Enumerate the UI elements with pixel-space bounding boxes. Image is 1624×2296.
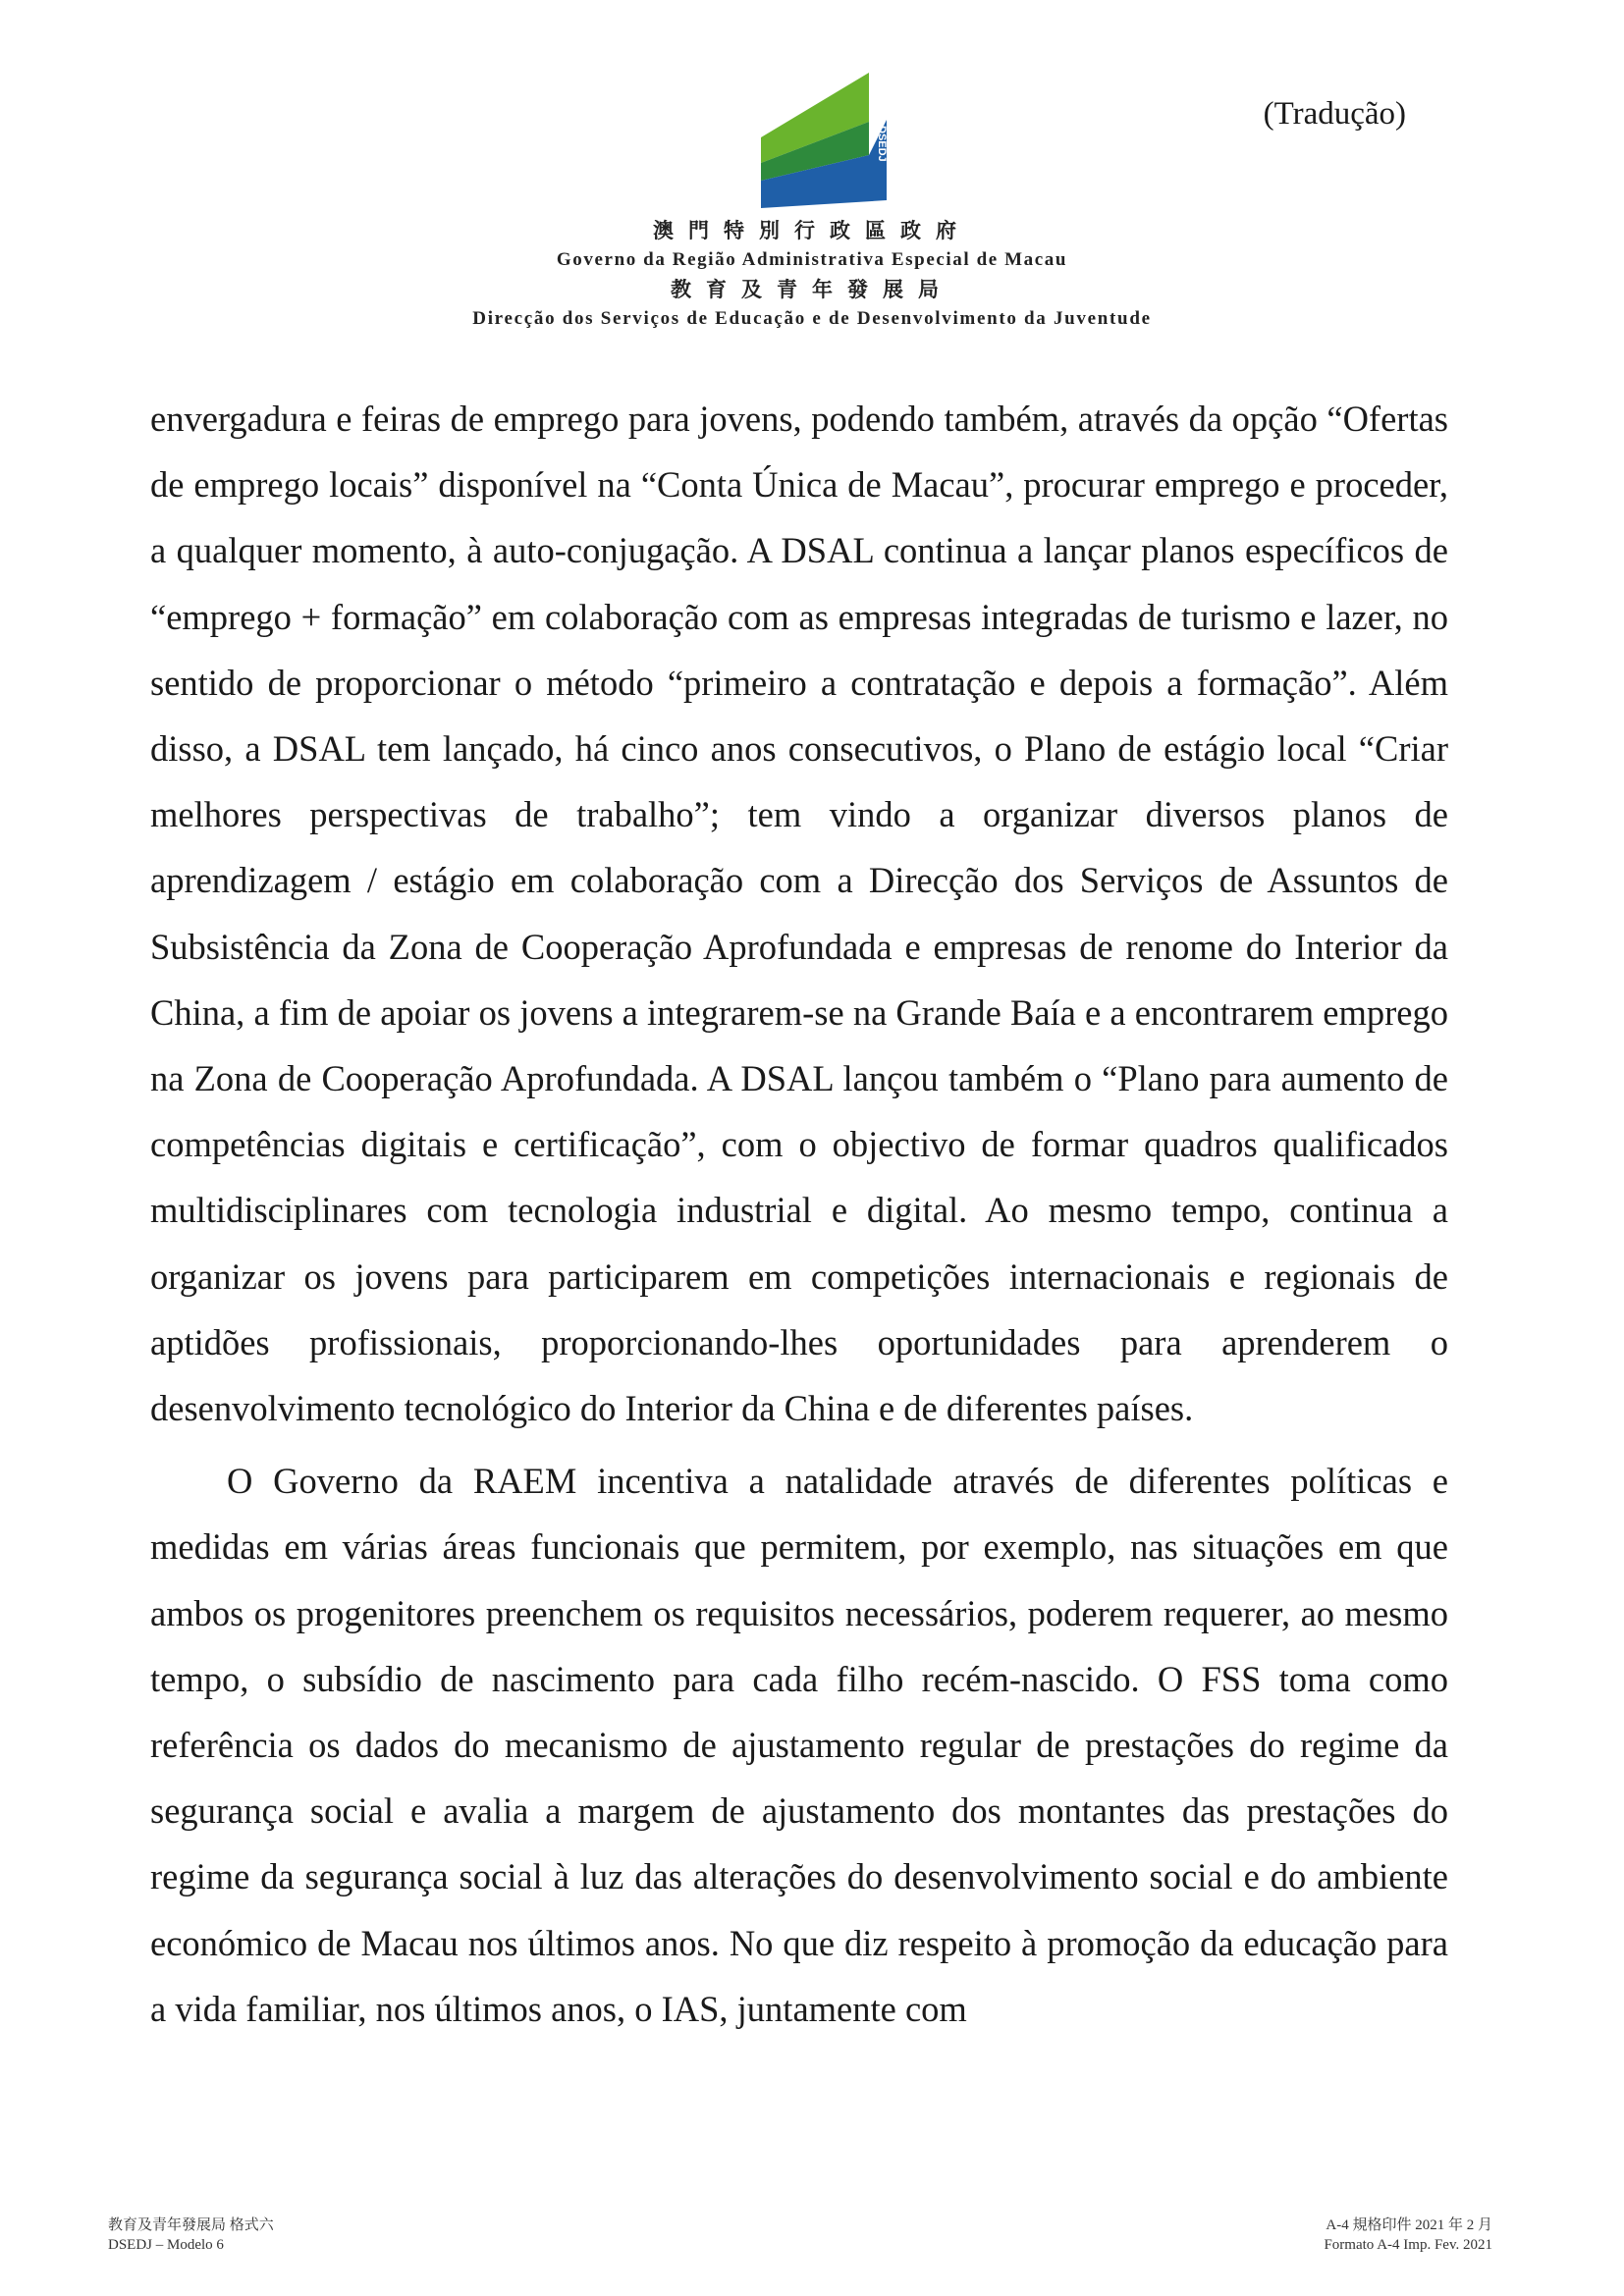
footer-format-cn: A-4 規格印件 2021 年 2 月 — [1326, 2217, 1492, 2233]
footer-form-cn: 教育及青年發展局 格式六 — [108, 2217, 274, 2233]
gov-name-pt: Governo da Região Administrativa Especial de Macau — [556, 249, 1068, 270]
document-body — [150, 386, 1448, 2042]
letterhead — [0, 216, 1624, 334]
paragraph-1: envergadura e feiras de emprego para jovens, podendo também, através da opção “Ofertas de emprego locais” disponível na “Conta Única de Macau”, procurar emprego e proceder, a qualquer momento, à auto-conjugação. A DSAL continua a lançar planos específicos de “emprego + formação” em colaboração com as empresas integradas de turismo e lazer, no sentido de proporcionar o método “primeiro a contratação e depois a formação”. Além disso, a DSAL tem lançado, há cinco anos consecutivos, o Plano de estágio local “Criar melhores perspectivas de trabalho”; tem vindo a organizar diversos planos de aprendizagem / estágio em colaboração com a Direcção dos Serviços de Assuntos de Subsistência da Zona de Cooperação Aprofundada e empresas de renome do Interior da China, a fim de apoiar os jovens a integrarem-se na Grande Baía e a encontrarem emprego na Zona de Cooperação Aprofundada. A DSAL lançou também o “Plano para aumento de competências digitais e certificação”, com o objectivo de formar quadros qualificados multidisciplinares com tecnologia industrial e digital. Ao mesmo tempo, continua a organizar os jovens para participarem em competições internacionais e regionais de aptidões profissionais, proporcionando-lhes oportunidades para aprenderem o desenvolvimento tecnológico do Interior da China e de diferentes países. — [150, 399, 1448, 1429]
footer-format-pt: Formato A-4 Imp. Fev. 2021 — [1324, 2237, 1492, 2253]
footer-left — [108, 2216, 274, 2255]
dept-name-pt: Direcção dos Serviços de Educação e de Desenvolvimento da Juventude — [472, 308, 1152, 329]
footer-right — [1324, 2216, 1492, 2255]
dept-name-cn: 教育及青年發展局 — [671, 278, 953, 301]
gov-name-cn: 澳門特別行政區政府 — [653, 219, 971, 242]
translation-note: (Tradução) — [1263, 96, 1406, 132]
logo-text: DSEDJ — [876, 126, 888, 162]
footer-form-pt: DSEDJ – Modelo 6 — [108, 2237, 224, 2253]
dsedj-logo — [761, 65, 908, 208]
paragraph-2: O Governo da RAEM incentiva a natalidade através de diferentes políticas e medidas em várias áreas funcionais que permitem, por exemplo, nas situações em que ambos os progenitores preenchem os requisitos necessários, poderem requerer, ao mesmo tempo, o subsídio de nascimento para cada filho recém-nascido. O FSS toma como referência os dados do mecanismo de ajustamento regular de prestações do regime da segurança social e avalia a margem de ajustamento dos montantes das prestações do regime da segurança social à luz das alterações do desenvolvimento social e do ambiente económico de Macau nos últimos anos. No que diz respeito à promoção da educação para a vida familiar, nos últimos anos, o IAS, juntamente com — [150, 1461, 1448, 2029]
